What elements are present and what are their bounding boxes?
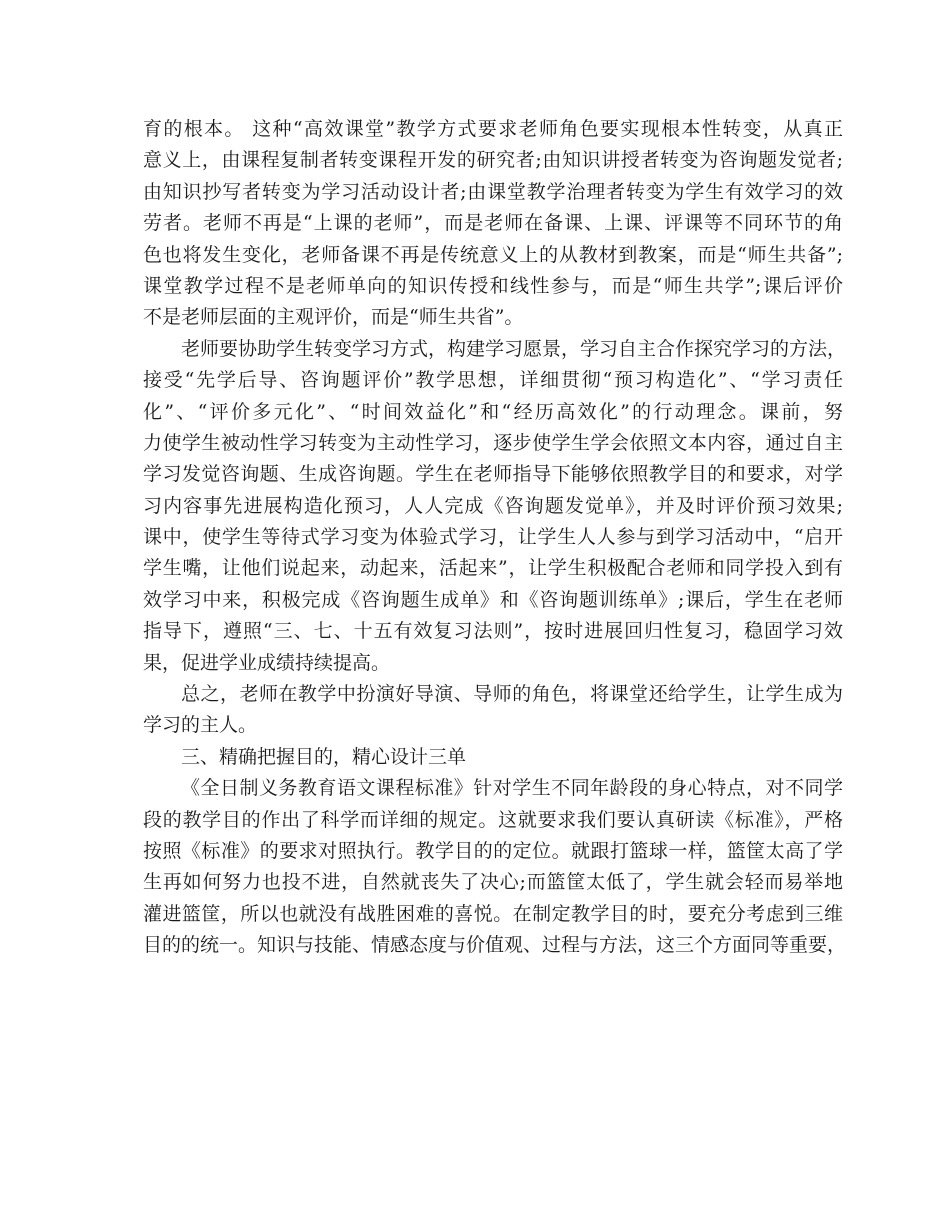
text-line: 化”、“评价多元化”、“时间效益化”和“经历高效化”的行动理念。课前，努 — [143, 400, 843, 423]
text-line: 按照《标准》的要求对照执行。教学目的的定位。就跟打篮球一样，篮筐太高了学 — [143, 839, 843, 862]
section-heading: 三、精确把握目的，精心设计三单 — [181, 745, 467, 768]
text-line: 习内容事先进展构造化预习，人人完成《咨询题发觉单》，并及时评价预习效果; — [143, 494, 843, 517]
text-line: 学习的主人。 — [143, 714, 258, 737]
text-line: 效学习中来，积极完成《咨询题生成单》和《咨询题训练单》;课后，学生在老师 — [143, 588, 843, 611]
text-line: 课堂教学过程不是老师单向的知识传授和线性参与，而是“师生共学”;课后评价 — [143, 274, 843, 297]
text-line: 力使学生被动性学习转变为主动性学习，逐步使学生学会依照文本内容，通过自主 — [143, 431, 843, 454]
text-line: 不是老师层面的主观评价，而是“师生共省”。 — [143, 306, 524, 329]
text-line: 指导下，遵照“三、七、十五有效复习法则”，按时进展回归性复习，稳固学习效 — [143, 620, 843, 643]
text-line: 意义上，由课程复制者转变课程开发的研究者;由知识讲授者转变为咨询题发觉者; — [143, 149, 843, 172]
text-line: 生再如何努力也投不进，自然就丧失了决心;而篮筐太低了，学生就会轻而易举地 — [143, 871, 843, 894]
text-line: 课中，使学生等待式学习变为体验式学习，让学生人人参与到学习活动中，“启开 — [143, 526, 843, 549]
text-line: 学生嘴，让他们说起来，动起来，活起来”，让学生积极配合老师和同学投入到有 — [143, 557, 843, 580]
paragraph-first-line: 总之，老师在教学中扮演好导演、导师的角色，将课堂还给学生，让学生成为 — [181, 683, 843, 706]
text-line: 目的的统一。知识与技能、情感态度与价值观、过程与方法，这三个方面同等重要， — [143, 934, 847, 957]
text-line: 接受“先学后导、咨询题评价”教学思想，详细贯彻“预习构造化”、“学习责任 — [143, 369, 843, 392]
text-line: 色也将发生变化，老师备课不再是传统意义上的从教材到教案，而是“师生共备”; — [143, 243, 843, 266]
text-line: 段的教学目的作出了科学而详细的规定。这就要求我们要认真研读《标准》，严格 — [143, 808, 843, 831]
paragraph-first-line: 《全日制义务教育语文课程标准》针对学生不同年龄段的身心特点，对不同学 — [181, 777, 843, 800]
text-line: 学习发觉咨询题、生成咨询题。学生在老师指导下能够依照教学目的和要求，对学 — [143, 463, 843, 486]
text-line: 由知识抄写者转变为学习活动设计者;由课堂教学治理者转变为学生有效学习的效 — [143, 180, 843, 203]
text-line: 果，促进学业成绩持续提高。 — [143, 651, 391, 674]
text-line: 灌进篮筐，所以也就没有战胜困难的喜悦。在制定教学目的时，要充分考虑到三维 — [143, 902, 843, 925]
text-line: 育的根本。 这种“高效课堂”教学方式要求老师角色要实现根本性转变，从真正 — [143, 118, 843, 140]
document-body — [143, 114, 847, 962]
text-line: 劳者。老师不再是“上课的老师”，而是老师在备课、上课、评课等不同环节的角 — [143, 212, 843, 235]
paragraph-first-line: 老师要协助学生转变学习方式，构建学习愿景，学习自主合作探究学习的方法， — [181, 337, 847, 360]
